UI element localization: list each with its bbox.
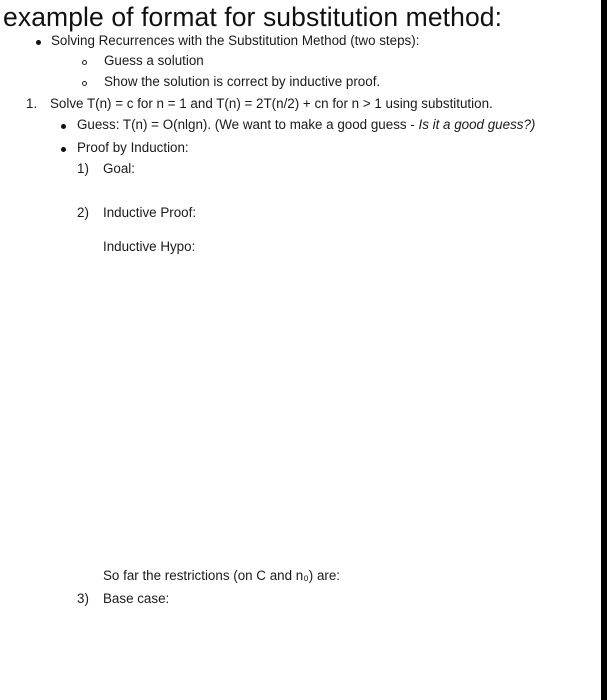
bullet-icon xyxy=(61,147,66,152)
inductive-number: 2) xyxy=(77,205,89,220)
base-number: 3) xyxy=(77,591,89,606)
step-guess: Guess a solution xyxy=(104,53,204,68)
bullet-icon xyxy=(61,124,66,129)
inductive-hypo-label: Inductive Hypo: xyxy=(103,239,196,254)
hollow-bullet-icon xyxy=(82,60,87,65)
goal-label: Goal: xyxy=(103,161,136,176)
restrictions-label: So far the restrictions (on C and n₀) are: xyxy=(103,568,341,583)
hollow-bullet-icon xyxy=(82,81,87,86)
guess-question: Is it a good guess?) xyxy=(418,117,536,132)
bullet-icon xyxy=(36,40,41,45)
problem-statement: Solve T(n) = c for n = 1 and T(n) = 2T(n/2) + cn for n > 1 using substitution. xyxy=(50,96,493,111)
base-case-label: Base case: xyxy=(103,591,170,606)
guess-line xyxy=(77,117,535,132)
right-edge-border xyxy=(601,0,607,700)
inductive-proof-label: Inductive Proof: xyxy=(103,205,197,220)
problem-number: 1. xyxy=(26,96,38,111)
goal-number: 1) xyxy=(77,161,89,176)
step-proof: Show the solution is correct by inductive proof. xyxy=(104,74,381,89)
proof-heading: Proof by Induction: xyxy=(77,140,189,155)
page-title: example of format for substitution method: xyxy=(3,2,503,32)
intro-heading: Solving Recurrences with the Substitution Method (two steps): xyxy=(51,33,420,48)
guess-text: Guess: T(n) = O(nlgn). (We want to make a good guess - xyxy=(77,117,419,132)
